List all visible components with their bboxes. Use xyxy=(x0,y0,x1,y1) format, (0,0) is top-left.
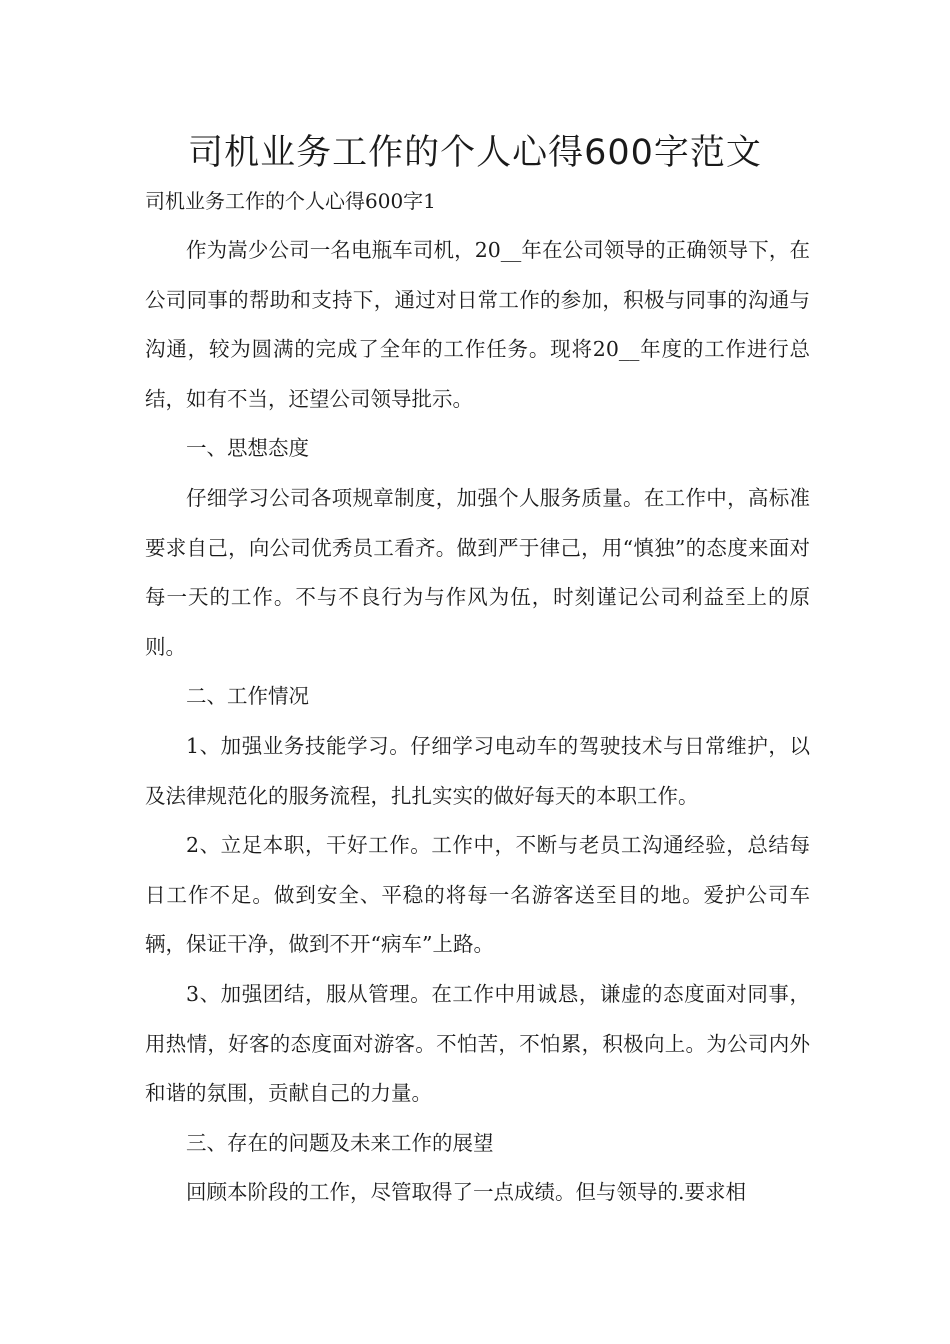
document-title: 司机业务工作的个人心得600字范文 xyxy=(188,133,762,173)
section-heading-outlook: 三、存在的问题及未来工作的展望 xyxy=(186,1130,494,1155)
paragraph-work-item-1: 1、加强业务技能学习。仔细学习电动车的驾驶技术与日常维护，以及法律规范化的服务流程，扎扎实实的做好每天的本职工作。 xyxy=(145,733,810,808)
paragraph-work-item-2: 2、立足本职，干好工作。工作中，不断与老员工沟通经验，总结每日工作不足。做到安全、平稳的将每一名游客送至目的地。爱护公司车辆，保证干净，做到不开“病车”上路。 xyxy=(145,833,810,957)
section-heading-work: 二、工作情况 xyxy=(186,684,309,709)
paragraph-intro: 作为嵩少公司一名电瓶车司机，20__年在公司领导的正确领导下，在公司同事的帮助和支持下，通过对日常工作的参加，积极与同事的沟通与沟通，较为圆满的完成了全年的工作任务。现将20__年度的工作进行总结，如有不当，还望公司领导批示。 xyxy=(145,238,810,411)
paragraph-outlook: 回顾本阶段的工作，尽管取得了一点成绩。但与领导的.要求相 xyxy=(186,1180,747,1205)
section-heading-attitude: 一、思想态度 xyxy=(186,436,309,461)
paragraph-work-item-3: 3、加强团结，服从管理。在工作中用诚恳，谦虚的态度面对同事，用热情，好客的态度面对游客。不怕苦，不怕累，积极向上。为公司内外和谐的氛围，贡献自己的力量。 xyxy=(145,981,810,1106)
document-body xyxy=(145,226,810,1218)
paragraph-attitude: 仔细学习公司各项规章制度，加强个人服务质量。在工作中，高标准要求自己，向公司优秀员工看齐。做到严于律己，用“慎独”的态度来面对每一天的工作。不与不良行为与作风为伍，时刻谨记公司利益至上的原则。 xyxy=(145,485,810,659)
document-subtitle: 司机业务工作的个人心得600字1 xyxy=(145,189,436,213)
